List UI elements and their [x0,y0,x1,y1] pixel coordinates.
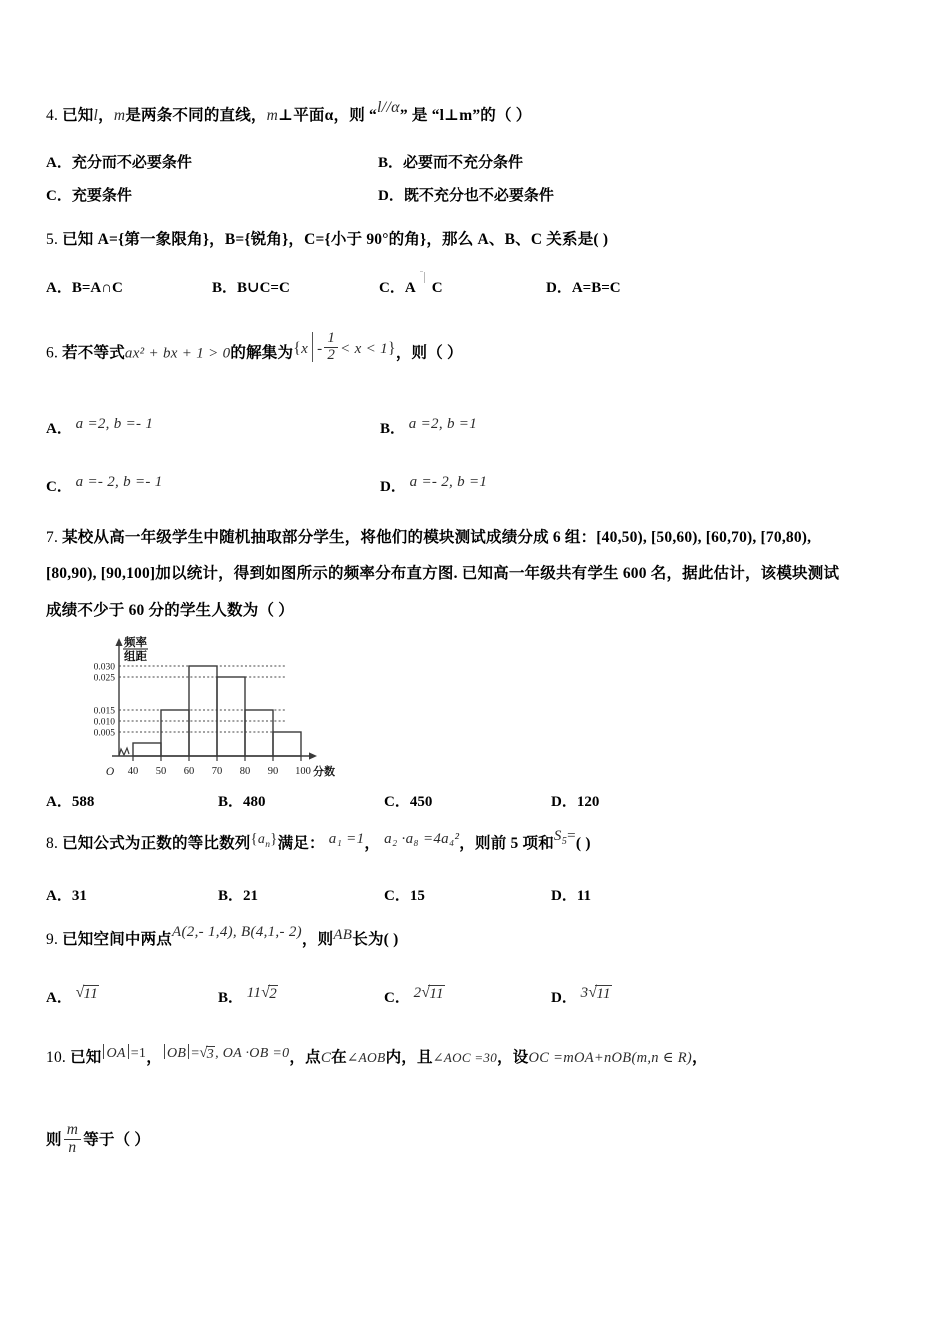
q8-option-b-text: 21 [243,887,259,904]
x-tick-40: 40 [127,766,139,777]
q4-text-5: 是 [411,107,428,124]
origin-label: O [105,766,115,778]
q10-sqrt3: √3 [199,1045,215,1062]
q5-option-c-label: C． [379,280,405,297]
q6-text-1: 若不等式 [62,344,125,362]
bar-60-70 [189,666,217,756]
set-builder-bar [312,332,313,362]
q10-text-8: 等于（ ） [83,1131,151,1149]
y-axis-arrow-icon [115,638,122,646]
x-axis-title: 分数 [313,766,335,778]
q6-inequality: ax² + bx + 1 > 0 [124,345,231,362]
q4-option-d[interactable] [378,184,554,205]
q8-option-b[interactable] [218,884,258,905]
question-10-stem-line-2 [46,1121,918,1158]
q7-stem-line-1 [46,520,918,556]
q10-frac-denominator: n [64,1139,82,1156]
bar-40-50 [133,743,161,756]
q9d-coefficient: 3 [580,985,589,1002]
q5-option-c-text-b: C [431,280,443,297]
q8-option-a-text: 31 [71,887,87,904]
q8-text-2: 满足： [277,835,325,852]
x-tick-100: 100 [295,766,311,777]
q9-option-d-value: 3√11 [580,984,611,1003]
q8-text-3: ，则前 5 项和 [459,835,554,852]
question-6-number: 6. [46,344,59,362]
q6-option-b[interactable] [380,417,477,438]
y-tick-0010: 0.010 [93,717,115,728]
q9b-radicand: 2 [269,986,278,1003]
q4-alpha: α [324,107,334,124]
q4-text-1: 已知 [62,107,94,124]
histogram-bars [133,666,301,756]
q7-option-b-label: B． [218,794,244,810]
q4-option-a-text: 充分而不必要条件 [71,154,192,171]
q4-text-3: 平面 [293,107,325,124]
q7-option-c-text: 450 [409,794,433,810]
q4-option-b-label: B． [378,154,404,171]
q10-angle-aob: ∠AOB [346,1050,386,1065]
q6-option-a-text: a =2, b =- 1 [75,415,154,432]
q8-equals: = [567,828,576,844]
q6-text-3: ，则（ ） [395,344,463,362]
y-tick-0005: 0.005 [93,728,115,739]
q6-option-d[interactable] [380,475,487,496]
y-tick-0025: 0.025 [93,673,115,684]
q7-option-d-label: D． [551,794,577,810]
q6-text-2: 的解集为 [230,344,294,362]
q9-option-a-label: A． [46,990,72,1007]
q4-option-c[interactable] [46,184,132,205]
q6-option-d-text: a =- 2, b =1 [409,473,488,490]
question-8-options [46,884,918,910]
question-10 [46,1046,918,1158]
q4-option-b[interactable] [378,151,523,172]
q10-text-4: 内，且 [385,1049,433,1066]
q4-condition-1: l//α [376,99,400,116]
question-6 [46,330,918,517]
q10-ob: OB [166,1046,187,1061]
subset-symbol-degraded-icon [416,282,432,296]
x-tick-labels [128,766,311,777]
q7-line-1-text: 某校从高一年级学生中随机抽取部分学生，将他们的模块测试成绩分成 6 组：[40,50), [50,60), [60,70), [70,80), [62,529,812,546]
bar-70-80 [217,677,245,756]
q7-option-a-label: A． [46,794,72,810]
q9-points: A(2,- 1,4), B(4,1,- 2) [172,924,302,940]
q4-perp-symbol: ⊥ [278,107,294,124]
q8-option-d-text: 11 [576,887,592,904]
q9-option-b-label: B． [218,990,244,1007]
y-axis-title-numerator: 频率 [124,637,147,649]
q7-option-a[interactable] [46,790,94,811]
q8-option-d-label: D． [551,887,577,904]
q10-oc-expression: OC =mOA+nOB(m,n ∈ R) [528,1050,693,1066]
q6-option-c[interactable] [46,475,163,496]
q6-frac-denominator: 2 [324,347,338,364]
question-5-number: 5. [46,231,59,248]
q4-var-m: m [113,107,126,124]
q6-set-var: x [301,340,309,357]
q9-segment: AB [333,927,353,943]
q10-oa-eq: =1 [130,1046,147,1061]
q6-option-b-text: a =2, b =1 [408,415,478,432]
q10-fraction-m-over-n [64,1122,82,1156]
q5-option-d-text: A=B=C [571,280,621,297]
q6-option-a-label: A． [46,420,72,437]
q8-text-1: 已知公式为正数的等比数列 [62,835,251,852]
q7-option-d[interactable] [551,790,599,811]
q10-text-2: ，点 [289,1049,321,1066]
q5-option-a-text: B=A∩C [71,280,123,297]
y-tick-labels [94,663,116,739]
q6-option-d-label: D． [380,478,406,495]
bar-90-100 [273,732,301,756]
q4-option-c-label: C． [46,187,72,204]
q6-option-c-label: C． [46,478,72,495]
question-6-stem: 6. 若不等式ax² + bx + 1 > 0的解集为{x - $\frac{1}{2}$ < x < 1}，则（ ） [46,330,463,363]
q4-text-4: ，则 [333,107,365,124]
q6-set-rel: < x < 1 [340,340,388,357]
q4-quote-open-2: “ [431,107,440,124]
q5-option-a[interactable] [46,276,123,297]
q10-rest-1: , OA ·OB =0 [215,1046,290,1061]
q7-option-c[interactable] [384,790,432,811]
abs-bar-left-oa [103,1044,104,1059]
x-tick-70: 70 [211,766,223,777]
q9-option-d-label: D． [551,990,577,1007]
x-tick-marks [133,756,301,761]
q4-option-d-text: 既不充分也不必要条件 [403,187,554,204]
question-9-stem [46,924,918,952]
question-7-stem [46,520,918,629]
q6-option-c-text: a =- 2, b =- 1 [75,473,163,490]
q4-option-b-text: 必要而不充分条件 [403,154,524,171]
q5-option-b-label: B． [212,280,238,297]
q8-sequence-subscript: n [265,839,271,850]
q5-option-b[interactable] [212,276,290,297]
q8-sequence-var: a [257,832,266,847]
q7-option-a-text: 588 [71,794,95,810]
q10-oa: OA [106,1046,126,1061]
question-5-options [46,276,918,310]
q8-option-a-label: A． [46,887,72,904]
q5-option-b-text: B∪C=C [237,280,290,297]
y-axis-title-denominator: 组距 [124,651,147,663]
q9-option-d[interactable] [551,986,612,1007]
abs-bar-right-ob [188,1044,189,1059]
question-8-stem: 8. 已知公式为正数的等比数列$\{a_n\}$满足： a₁ =1， a₂ ·a₈ =4a₄²，则前 5 项和$S_5=$( ) [46,828,591,852]
question-8 [46,828,918,910]
question-7 [46,520,918,629]
q10-text-1: 已知 [70,1049,102,1066]
q4-condition-2: l⊥m [439,107,473,124]
q7-option-d-text: 120 [576,794,600,810]
q8-condition-2: a₂ ·a₈ =4a₄² [384,831,460,847]
q7-option-b-text: 480 [243,794,266,810]
question-7-options [46,790,918,816]
q4-option-a-label: A． [46,154,72,171]
q10-text-6: ， [692,1049,708,1066]
q9-option-b-value: 11√2 [246,984,278,1003]
q10-comma-1: ， [146,1049,162,1066]
question-9-number: 9. [46,931,59,948]
q4-comma: ， [98,107,114,124]
q5-option-c[interactable] [379,276,443,297]
q4-text-2: 是两条不同的直线， [125,107,267,124]
q4-var-m2: m [266,107,279,124]
frequency-distribution-histogram [52,632,352,790]
question-10-number: 10. [46,1049,66,1066]
question-4-options [46,151,918,221]
q9d-radicand: 11 [596,986,611,1003]
q8-sum-subscript: 5 [561,836,568,847]
q8-option-c[interactable] [384,884,425,905]
question-5 [46,228,918,310]
question-9-options [46,986,918,1026]
question-5-stem [46,228,918,252]
q6-option-a[interactable] [46,417,153,438]
q8-sum-symbol: S [553,828,562,844]
q4-quote-open: “ [368,107,377,124]
q10-sqrt3-radicand: 3 [206,1047,215,1062]
question-10-stem-line-1 [46,1046,918,1070]
q9-option-a[interactable] [46,986,99,1007]
y-tick-0015: 0.015 [93,706,115,717]
x-tick-80: 80 [239,766,251,777]
q8-option-b-label: B． [218,887,244,904]
q8-option-a[interactable] [46,884,87,905]
q9-text-2: ，则 [301,931,334,948]
q9b-coefficient: 11 [246,985,262,1002]
question-4 [46,99,918,221]
q4-var-l: l [93,107,99,124]
q8-option-c-label: C． [384,887,410,904]
q4-option-d-label: D． [378,187,404,204]
question-8-number: 8. [46,835,59,852]
q9c-coefficient: 2 [413,985,422,1002]
q6-frac-numerator: 1 [327,330,336,346]
abs-bar-right-oa [128,1044,129,1059]
question-9 [46,924,918,1026]
q4-quote-close: ” [399,107,408,124]
q8-text-4: ( ) [575,835,591,852]
gridlines [119,666,285,732]
q7-option-b[interactable] [218,790,266,811]
bar-50-60 [161,710,189,756]
q10-frac-numerator: m [66,1121,79,1139]
q9-option-c[interactable] [384,986,445,1007]
q8-comma: ， [364,835,381,852]
q9-option-c-value: 2√11 [413,984,444,1003]
q9c-radicand: 11 [429,986,444,1003]
question-4-number: 4. [46,107,59,124]
bar-80-90 [245,710,273,756]
y-tick-0030: 0.030 [93,662,115,673]
q4-text-6: 的（ ） [480,107,532,124]
q5-option-d-label: D． [546,280,572,297]
q9-option-a-value: √11 [75,984,99,1003]
q7-stem-line-3: 成绩不少于 60 分的学生人数为（ ） [46,601,294,619]
q8-option-c-text: 15 [409,887,425,904]
x-tick-90: 90 [267,766,279,777]
question-5-text: 已知 A={第一象限角}，B={锐角}，C={小于 90°的角}，那么 A、B、C 关系是( ) [62,231,609,248]
q8-condition-1: a₁ =1 [328,831,365,847]
x-tick-60: 60 [183,766,195,777]
question-4-stem [46,99,918,129]
y-axis-title [123,635,148,663]
q10-text-5: ，设 [497,1049,529,1066]
q6-fraction-one-half [324,331,338,364]
q4-option-a[interactable] [46,151,192,172]
q9-option-b[interactable] [218,986,278,1007]
q10-text-7: 则 [46,1131,62,1149]
q6-option-b-label: B． [380,420,406,437]
q9-text-3: 长为( ) [352,931,399,948]
x-axis-arrow-icon [309,752,317,759]
q9-text-1: 已知空间中两点 [62,931,173,948]
q9a-radicand: 11 [83,986,99,1003]
q5-option-c-text-a: A [404,280,416,297]
question-6-options [46,417,918,517]
q9-option-c-label: C． [384,990,410,1007]
question-7-number: 7. [46,529,59,546]
axis-break-zigzag-icon [119,748,129,756]
q5-option-a-label: A． [46,280,72,297]
q7-stem-line-2: [80,90), [90,100]加以统计，得到如图所示的频率分布直方图. 已知高一年级共有学生 600 名，据此估计，该模块测试 [46,565,840,583]
q6-set-lo: - [317,340,323,357]
q7-option-c-label: C． [384,794,410,810]
x-tick-50: 50 [155,766,167,777]
abs-bar-left-ob [164,1044,165,1059]
q4-quote-close-2: ” [472,107,481,124]
q5-option-d[interactable] [546,276,621,297]
q10-text-3: 在 [331,1049,347,1066]
q10-ob-eq: = [191,1046,200,1061]
q8-option-d[interactable] [551,884,591,905]
q10-point-c: C [320,1050,332,1066]
q4-option-c-text: 充要条件 [71,187,132,204]
q10-angle-aoc: ∠AOC =30 [432,1050,498,1065]
